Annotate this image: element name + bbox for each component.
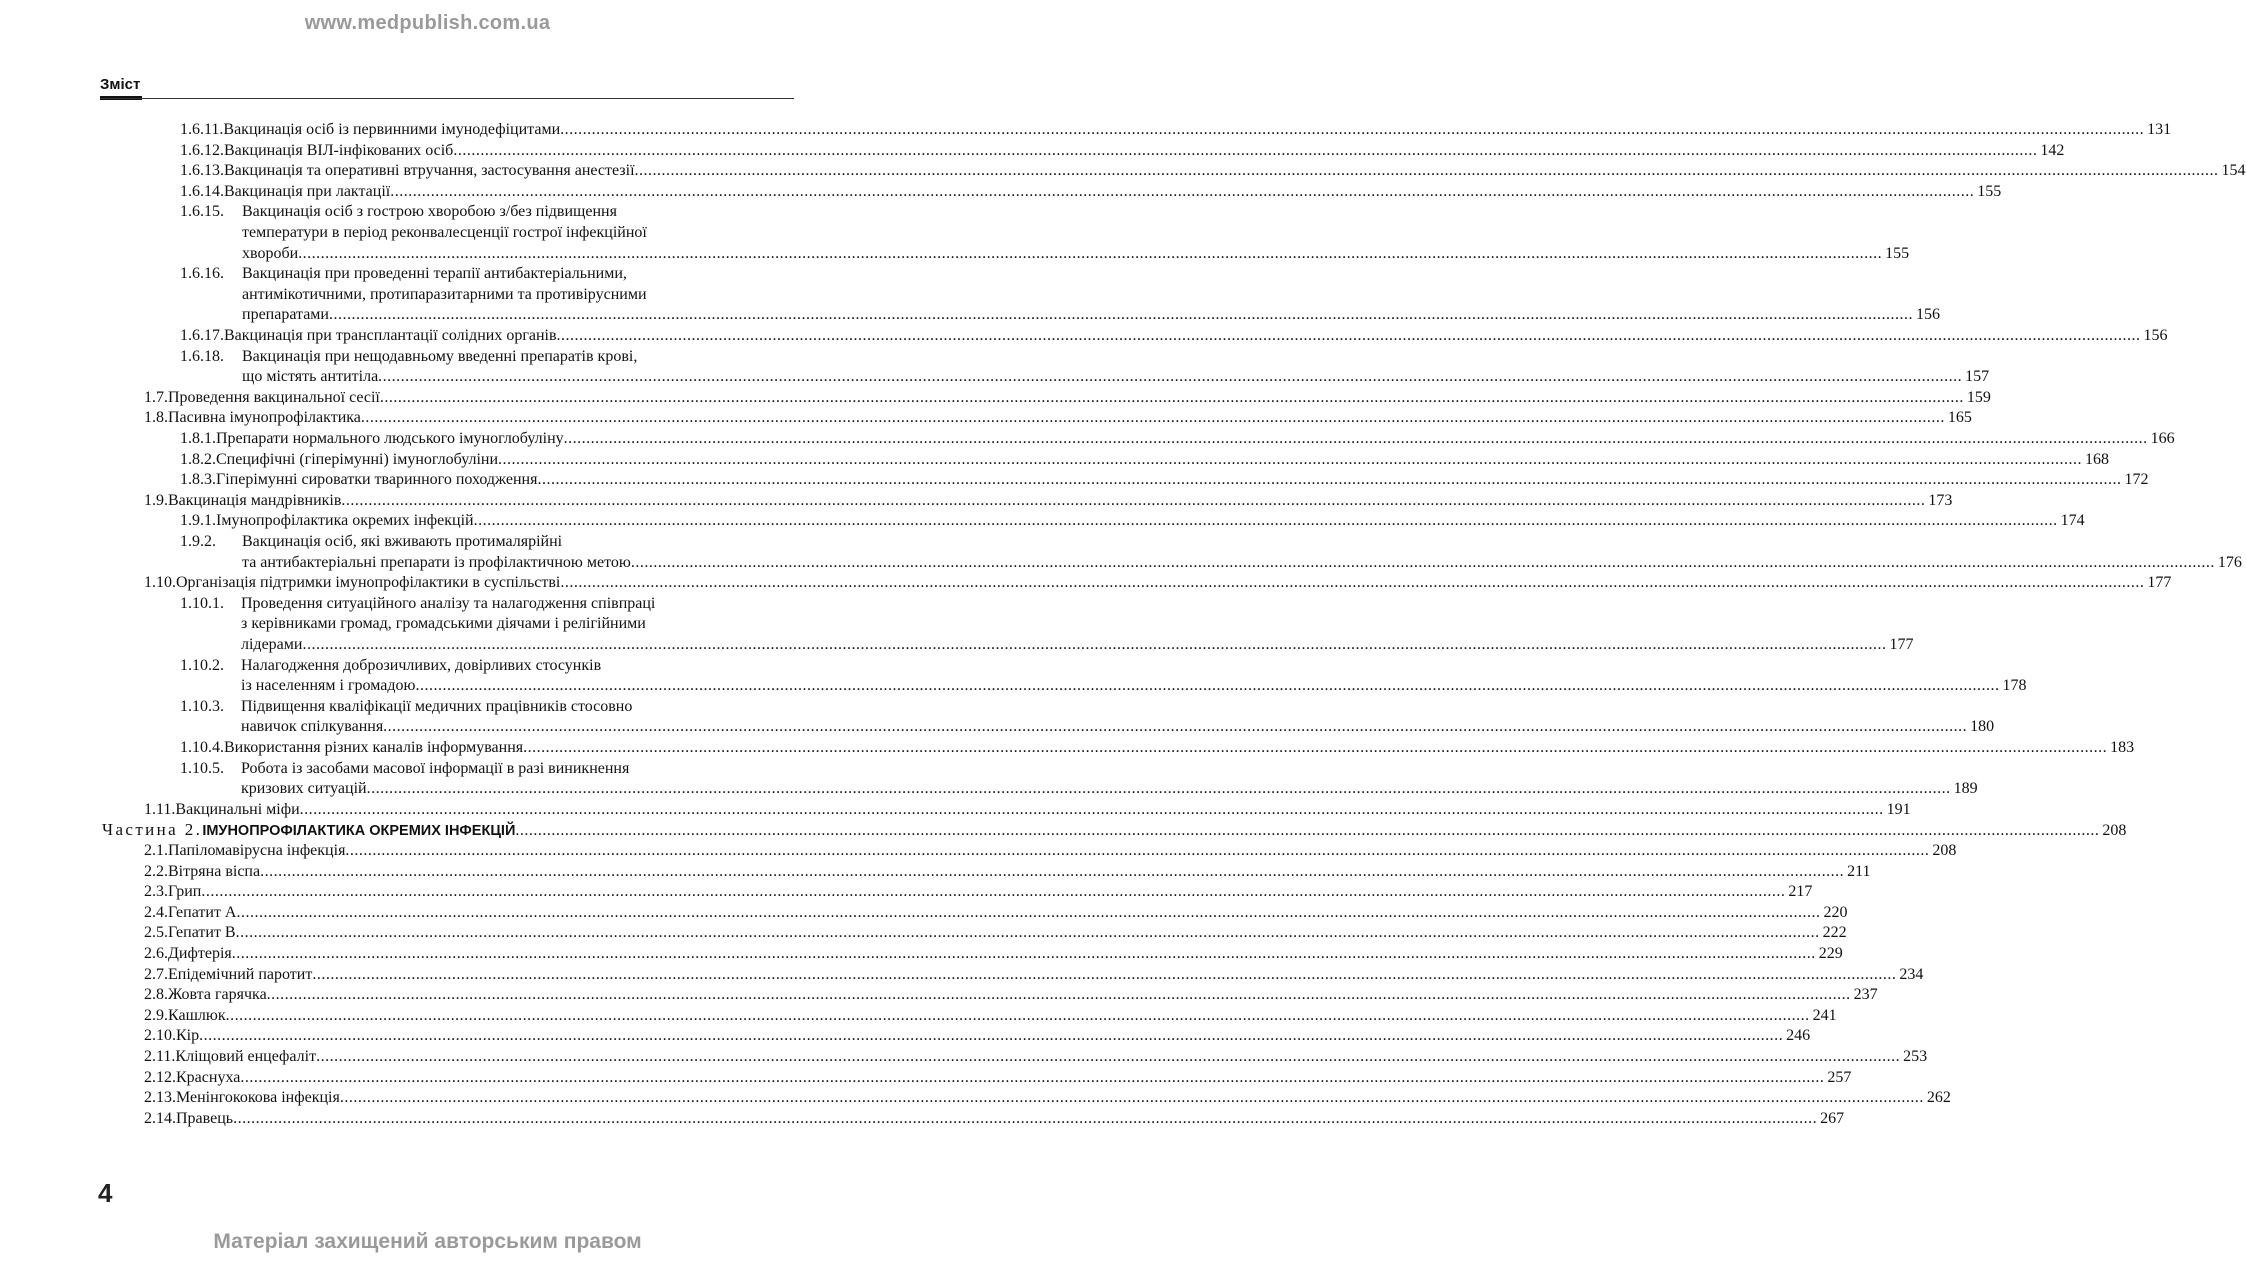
toc-entry-line <box>242 553 2242 574</box>
toc-entry-page: 172 <box>2124 471 2149 489</box>
dot-leader <box>383 717 1967 738</box>
toc-entry-line <box>144 491 1953 512</box>
toc-entry-line <box>144 1006 1837 1027</box>
toc-entry-number: 1.10.1. <box>180 594 224 612</box>
toc-entry-title: Грип <box>168 883 202 901</box>
toc-entry-title: антимікотичними, протипаразитарними та противірусними <box>242 285 647 303</box>
toc-entry-number: 1.11. <box>144 800 176 818</box>
dot-leader <box>474 511 2058 532</box>
toc-entry-number: 1.8. <box>144 409 168 427</box>
toc-entry-page: 155 <box>1885 244 1910 262</box>
toc-entry-number: 1.6.13. <box>180 162 224 180</box>
toc-entry-title: хвороби <box>242 244 299 262</box>
toc-entry-number: 1.10.5. <box>180 759 224 777</box>
toc-entry-page: 166 <box>2150 430 2175 447</box>
toc-entry-page: 156 <box>2143 327 2168 344</box>
toc-entry-line <box>144 944 1843 965</box>
toc-entry-page: 208 <box>1932 842 1957 859</box>
toc-entry-page: 220 <box>1823 903 1848 921</box>
toc-entry-line <box>180 141 2065 162</box>
toc-entry-title: Гепатит В <box>168 924 236 942</box>
dot-leader <box>564 429 2148 450</box>
toc-entry-line <box>144 1026 1811 1047</box>
toc-entry-title: Менінгококова інфекція <box>176 1089 340 1107</box>
toc-entry-title: Вакцинація при проведенні терапії антибактеріальними, <box>242 265 627 283</box>
toc-entry-page: 191 <box>1886 800 1911 818</box>
toc-entry-title: Гіперімунні сироватки тваринного походження <box>216 471 538 489</box>
toc-entry-title: Організація підтримки імунопрофілактики в суспільстві <box>176 574 561 592</box>
toc-entry-number: 2.2. <box>144 862 168 880</box>
toc-entry-page: 177 <box>2147 574 2172 592</box>
toc-entry-line <box>180 120 2172 141</box>
toc-entry-number: 2.4. <box>144 903 168 921</box>
toc-entry-title: Імунопрофілактика окремих інфекцій <box>216 512 474 530</box>
toc-entry-line <box>180 511 2085 532</box>
toc-entry-line <box>144 985 1878 1006</box>
toc-entry-number: 1.9.2. <box>180 533 216 550</box>
toc-entry-title: температури в період реконвалесценції гострої інфекційної <box>242 224 647 241</box>
dot-leader <box>560 120 2144 141</box>
toc-entry-page: 211 <box>1847 862 1871 880</box>
toc-entry-line <box>180 202 794 223</box>
copyright-watermark: Матеріал захищений авторським правом <box>213 1230 642 1253</box>
toc-entry-title: Краснуха <box>176 1068 241 1086</box>
toc-entry-page: 173 <box>1928 491 1953 509</box>
toc-entry-title: Вітряна віспа <box>168 862 261 880</box>
toc-entry-line <box>144 1047 1928 1068</box>
dot-leader <box>267 985 1851 1006</box>
toc-entry-number: 1.8.1. <box>180 430 216 447</box>
toc-entry-title: що містять антитіла <box>242 368 379 386</box>
toc-entry-line <box>242 244 1910 265</box>
toc-entry-title: ІМУНОПРОФІЛАКТИКА ОКРЕМИХ ІНФЕКЦІЙ <box>202 823 516 840</box>
toc-entry-line <box>180 264 794 285</box>
toc-entry-number: 2.7. <box>144 965 168 983</box>
dot-leader <box>557 326 2141 347</box>
toc-entry-number: 1.6.11. <box>180 121 224 138</box>
header-rule <box>100 98 794 99</box>
dot-leader <box>312 965 1896 986</box>
toc-entry-page: 176 <box>2217 553 2242 571</box>
toc-entry-line <box>180 470 2149 491</box>
dot-leader <box>378 367 1962 388</box>
toc-entry-number: 2.10. <box>144 1027 176 1045</box>
toc-entry-title: Налагодження доброзичливих, довірливих стосунків <box>241 656 602 674</box>
dot-leader <box>300 800 1884 821</box>
dot-leader <box>316 1047 1900 1068</box>
toc-entry-title: та антибактеріальні препарати із профілактичною метою <box>242 553 631 571</box>
toc-entry-line <box>180 347 794 368</box>
dot-leader <box>199 1026 1783 1047</box>
toc-entry-page: 165 <box>1947 409 1972 427</box>
toc-entry-line <box>180 738 2135 759</box>
dot-leader <box>367 779 1951 800</box>
dot-leader <box>390 182 1974 203</box>
toc-entry-number: 2.6. <box>144 945 168 962</box>
dot-leader <box>537 470 2121 491</box>
toc-entry-title: Проведення ситуаційного аналізу та налагодження співпраці <box>241 594 656 612</box>
toc-entry-line <box>180 429 2175 450</box>
toc-entry-line <box>144 1088 1951 1109</box>
toc-entry-title: Дифтерія <box>168 945 232 962</box>
toc-entry-title: Вакцинація осіб, які вживають протималярійні <box>242 533 563 550</box>
toc-entry-number: 1.6.12. <box>180 141 224 159</box>
toc-entry-title: Вакцинальні міфи <box>175 800 300 818</box>
toc-entry-title: Правець <box>176 1109 234 1127</box>
toc-entry-number: 1.10.2. <box>180 656 224 674</box>
toc-entry-title: Вакцинація осіб із первинними імунодефіцитами <box>223 121 561 138</box>
toc-entry-page: 180 <box>1970 718 1995 736</box>
toc-entry-title: Вакцинація ВІЛ-інфікованих осіб <box>224 141 454 159</box>
toc-entry-line <box>144 388 1991 409</box>
publisher-watermark: www.medpublish.com.ua <box>304 12 551 34</box>
dot-leader <box>236 903 1820 924</box>
dot-leader <box>523 738 2107 759</box>
toc-entry-page: 229 <box>1818 945 1843 962</box>
toc-entry-title: Папіломавірусна інфекція <box>168 842 346 859</box>
dot-leader <box>380 388 1964 409</box>
toc-entry-title: Вакцинація при лактації <box>224 182 391 200</box>
toc-entry-page: 241 <box>1812 1006 1837 1024</box>
dot-leader <box>232 944 1816 965</box>
toc-entry-line <box>180 161 2246 182</box>
dot-leader <box>201 882 1785 903</box>
dot-leader <box>453 141 2037 162</box>
toc-entry-line <box>180 532 794 553</box>
toc-entry-line <box>241 779 1978 800</box>
toc-entry-line <box>241 717 1995 738</box>
toc-entry-title: Кліщовий енцефаліт <box>175 1048 317 1065</box>
toc-entry-title: Проведення вакцинальної сесії <box>168 388 380 406</box>
toc-entry-line <box>144 1068 1852 1089</box>
toc-entry-title: Препарати нормального людського імуноглобуліну <box>216 430 564 447</box>
toc-entry-title: Вакцинація та оперативні втручання, застосування анестезії <box>224 162 635 180</box>
dot-leader <box>560 573 2144 594</box>
dot-leader <box>515 821 2099 842</box>
page-number: 4 <box>98 1178 113 1208</box>
toc-entry-number: 1.10.3. <box>180 697 224 715</box>
toc-entry-line <box>144 841 1957 862</box>
toc-entry-title: Вакцинація при трансплантації солідних органів <box>224 327 557 344</box>
toc-entry-number: 1.9. <box>144 491 168 509</box>
toc-entry-title: Робота із засобами масової інформації в разі виникнення <box>241 759 630 777</box>
toc-entry-number: 2.8. <box>144 986 168 1004</box>
toc-entry-number: 1.6.14. <box>180 182 224 200</box>
toc-entry-line <box>242 285 794 306</box>
toc-entry-line <box>144 800 1911 821</box>
toc-entry-title: із населенням і громадою <box>241 677 416 695</box>
dot-leader <box>415 676 1999 697</box>
toc-entry-title: кризових ситуацій <box>241 780 367 798</box>
toc-entry-line <box>144 1109 1845 1130</box>
dot-leader <box>329 305 1913 326</box>
toc-entry-line <box>144 882 1813 903</box>
toc-entry-number: 2.12. <box>144 1068 176 1086</box>
toc-entry-line <box>102 820 2127 841</box>
toc-entry-line <box>180 697 794 718</box>
toc-entry-page: 178 <box>2002 677 2027 695</box>
dot-leader <box>345 841 1929 862</box>
toc-entry-number: 1.9.1. <box>180 512 216 530</box>
toc-entry-line <box>242 367 1990 388</box>
toc-entry-line <box>144 923 1847 944</box>
toc-entry-number: 1.7. <box>144 388 168 406</box>
toc-entry-page: 237 <box>1853 986 1878 1004</box>
toc-entry-page: 157 <box>1965 368 1990 386</box>
toc-entry-line <box>180 594 794 615</box>
toc-entry-line <box>144 573 2172 594</box>
toc-entry-page: 183 <box>2110 739 2135 756</box>
toc-entry-number: 1.8.3. <box>180 471 216 489</box>
toc-entry-page: 159 <box>1966 388 1991 406</box>
toc-entry-page: 234 <box>1899 965 1924 983</box>
toc-entry-number: 1.6.15. <box>180 203 224 221</box>
toc-entry-page: 262 <box>1926 1089 1951 1107</box>
toc-entry-title: Гепатит А <box>168 903 237 921</box>
toc-entry-title: Підвищення кваліфікації медичних працівників стосовно <box>241 697 633 715</box>
toc-entry-title: Специфічні (гіперімунні) імуноглобуліни <box>216 450 499 468</box>
toc-entry-line <box>180 450 2110 471</box>
toc-entry-page: 174 <box>2060 512 2085 530</box>
toc-entry-line <box>241 614 794 635</box>
toc-entry-title: Вакцинація при нещодавньому введенні препаратів крові, <box>242 347 638 365</box>
toc-entry-line <box>241 676 2027 697</box>
toc-entry-page: 189 <box>1953 780 1978 798</box>
toc-entry-number: 2.14. <box>144 1109 176 1127</box>
toc-entry-number: 1.6.16. <box>180 265 224 283</box>
toc-entry-line <box>180 759 794 780</box>
toc-entry-line <box>144 408 1972 429</box>
toc-entry-page: 154 <box>2221 162 2246 180</box>
toc-entry-number: 1.10. <box>144 574 176 592</box>
toc-entry-page: 246 <box>1786 1027 1811 1045</box>
toc-entry-title: Пасивна імунопрофілактика <box>168 409 361 427</box>
toc-entry-page: 142 <box>2040 141 2065 159</box>
toc-entry-title: Вакцинація мандрівників <box>168 491 342 509</box>
toc-entry-number: Частина 2. <box>102 820 203 840</box>
dot-leader <box>498 450 2082 471</box>
toc-entry-line <box>242 223 794 244</box>
toc-entry-title: з керівниками громад, громадськими діячами і релігійними <box>241 615 646 633</box>
toc-entry-title: лідерами <box>241 636 303 653</box>
toc-entry-page: 257 <box>1827 1068 1852 1086</box>
toc-entry-page: 131 <box>2147 121 2172 138</box>
toc-entry-page: 156 <box>1916 306 1940 324</box>
toc-entry-number: 2.9. <box>144 1006 168 1024</box>
toc-entry-page: 222 <box>1822 924 1847 942</box>
toc-entry-number: 1.8.2. <box>180 450 216 468</box>
toc-entry-page: 155 <box>1977 182 2002 200</box>
dot-leader <box>361 408 1945 429</box>
toc-entry-number: 2.5. <box>144 924 168 942</box>
dot-leader <box>631 553 2215 574</box>
toc-entry-line <box>144 965 1924 986</box>
dot-leader <box>240 1068 1824 1089</box>
toc-entry-number: 1.6.18. <box>180 347 224 365</box>
toc-entry-page: 168 <box>2085 450 2110 468</box>
dot-leader <box>226 1006 1810 1027</box>
toc-entry-number: 1.6.17. <box>180 327 224 344</box>
dot-leader <box>298 244 1882 265</box>
toc-entry-title: Кір <box>176 1027 200 1045</box>
toc-entry-line <box>180 656 794 677</box>
toc-entry-number: 2.13. <box>144 1089 176 1107</box>
running-head: Зміст <box>100 76 141 93</box>
toc-entry-line <box>180 326 2168 347</box>
toc-entry-number: 1.10.4. <box>180 739 224 756</box>
toc-entry-title: навичок спілкування <box>241 718 384 736</box>
toc-entry-line <box>144 903 1848 924</box>
dot-leader <box>341 491 1925 512</box>
toc-entry-number: 2.11. <box>144 1048 176 1065</box>
toc-entry-page: 177 <box>1889 636 1914 653</box>
toc-entry-title: Жовта гарячка <box>168 986 267 1004</box>
toc-entry-page: 208 <box>2102 822 2127 840</box>
dot-leader <box>635 161 2219 182</box>
dot-leader <box>236 923 1820 944</box>
dot-leader <box>302 635 1886 656</box>
toc-entry-title: Кашлюк <box>168 1006 226 1024</box>
dot-leader <box>260 862 1844 883</box>
dot-leader <box>340 1088 1924 1109</box>
toc-entry-line <box>180 182 2002 203</box>
toc-entry-page: 253 <box>1903 1048 1928 1065</box>
toc-entry-page: 267 <box>1820 1109 1845 1127</box>
toc-entry-line <box>241 635 1914 656</box>
dot-leader <box>233 1109 1817 1130</box>
toc-entry-page: 217 <box>1788 883 1813 901</box>
toc-entry-line <box>144 862 1871 883</box>
toc-entry-title: Вакцинація осіб з гострою хворобою з/без підвищення <box>242 203 617 221</box>
toc-entry-title: препаратами <box>242 306 329 324</box>
toc-entry-title: Епідемічний паротит <box>168 965 313 983</box>
toc-entry-line <box>242 305 1940 326</box>
toc-entry-number: 2.3. <box>144 883 168 901</box>
toc-entry-number: 2.1. <box>144 842 168 859</box>
toc-entry-title: Використання різних каналів інформування <box>224 739 524 756</box>
